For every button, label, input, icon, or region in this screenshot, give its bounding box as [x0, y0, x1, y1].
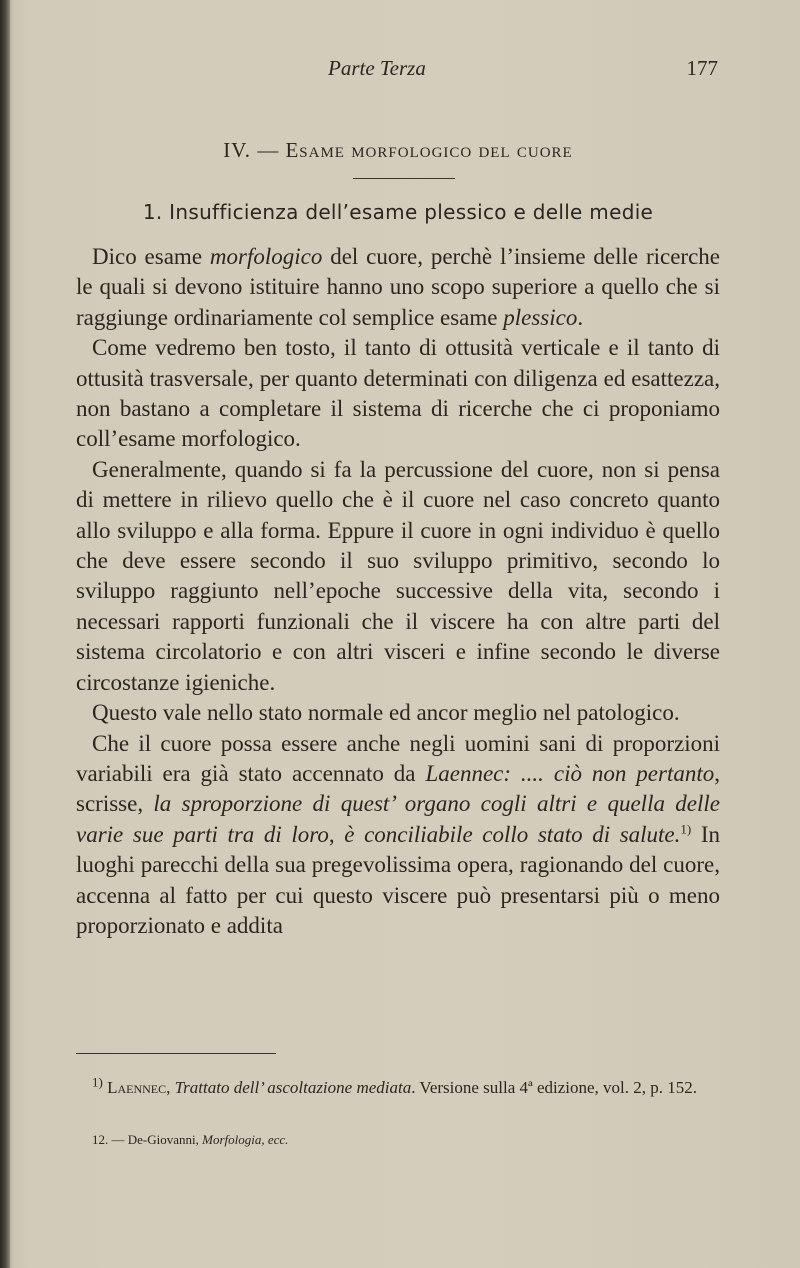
- footnote: $^{1)}$ Laennec, Trattato dell’ ascoltazione mediata. Versione sulla 4ª edizione, vol. 2, p. 152.: [92, 1074, 698, 1097]
- running-title: Parte Terza: [328, 56, 426, 80]
- footnote-author: Laennec: [107, 1078, 167, 1097]
- body-text: [76, 242, 720, 941]
- chapter-title: IV. — Esame morfologico del cuore: [223, 138, 573, 162]
- paragraph-1: Dico esame morfologico del cuore, perchè l’insieme delle ricerche le quali si devono istituire hanno uno scopo superiore a quello che si raggiunge ordinariamente col semplice esame plessico.: [76, 244, 720, 330]
- paragraph-2: Come vedremo ben tosto, il tanto di ottusità verticale e il tanto di ottusità trasversale, per quanto determinati con diligenza ed esattezza, non bastano a completare il sistema di ricerche che ci proponiamo coll’esame morfologico.: [76, 335, 720, 452]
- footnote-marker: 1): [92, 1074, 103, 1090]
- section-title: 1. Insufficienza dell’esame plessico e delle medie: [142, 200, 654, 224]
- book-spine-shadow: [0, 0, 10, 1268]
- footnote-title: Trattato dell’ ascoltazione mediata: [174, 1078, 412, 1097]
- paragraph-4: Questo vale nello stato normale ed ancor meglio nel patologico.: [92, 700, 680, 726]
- paragraph-5: Che il cuore possa essere anche negli uomini sani di proporzioni variabili era già stato accennato da Laennec: .... ciò non pertanto, scrisse, la sproporzione di quest’ organo cogli altri e quella delle varie sue parti tra di loro, è conciliabile collo stato di salute.$^{1)}$ In luoghi parecchi della sua pregevolissima opera, ragionando del cuore, accenna al fatto per cui questo viscere può presentarsi più o meno proporzionato e addita: [76, 730, 720, 938]
- title-divider: [353, 178, 455, 179]
- footnote-reference: 1): [680, 821, 692, 837]
- page-number: 177: [686, 56, 718, 80]
- footnote-divider: [76, 1053, 276, 1054]
- printer-signature: 12. — De-Giovanni, Morfologia, ecc.: [92, 1132, 289, 1147]
- paragraph-3: Generalmente, quando si fa la percussione del cuore, non si pensa di mettere in rilievo quello che è il cuore nel caso concreto quanto allo sviluppo e alla forma. Eppure il cuore in ogni individuo è quello che deve essere secondo il suo sviluppo primitivo, secondo lo sviluppo raggiunto nell’epoche successive della vita, secondo i necessari rapporti funzionali che il viscere ha con altre parti del sistema circolatorio e con altri visceri e infine secondo le diverse circostanze igieniche.: [76, 456, 720, 695]
- running-header: [76, 56, 720, 86]
